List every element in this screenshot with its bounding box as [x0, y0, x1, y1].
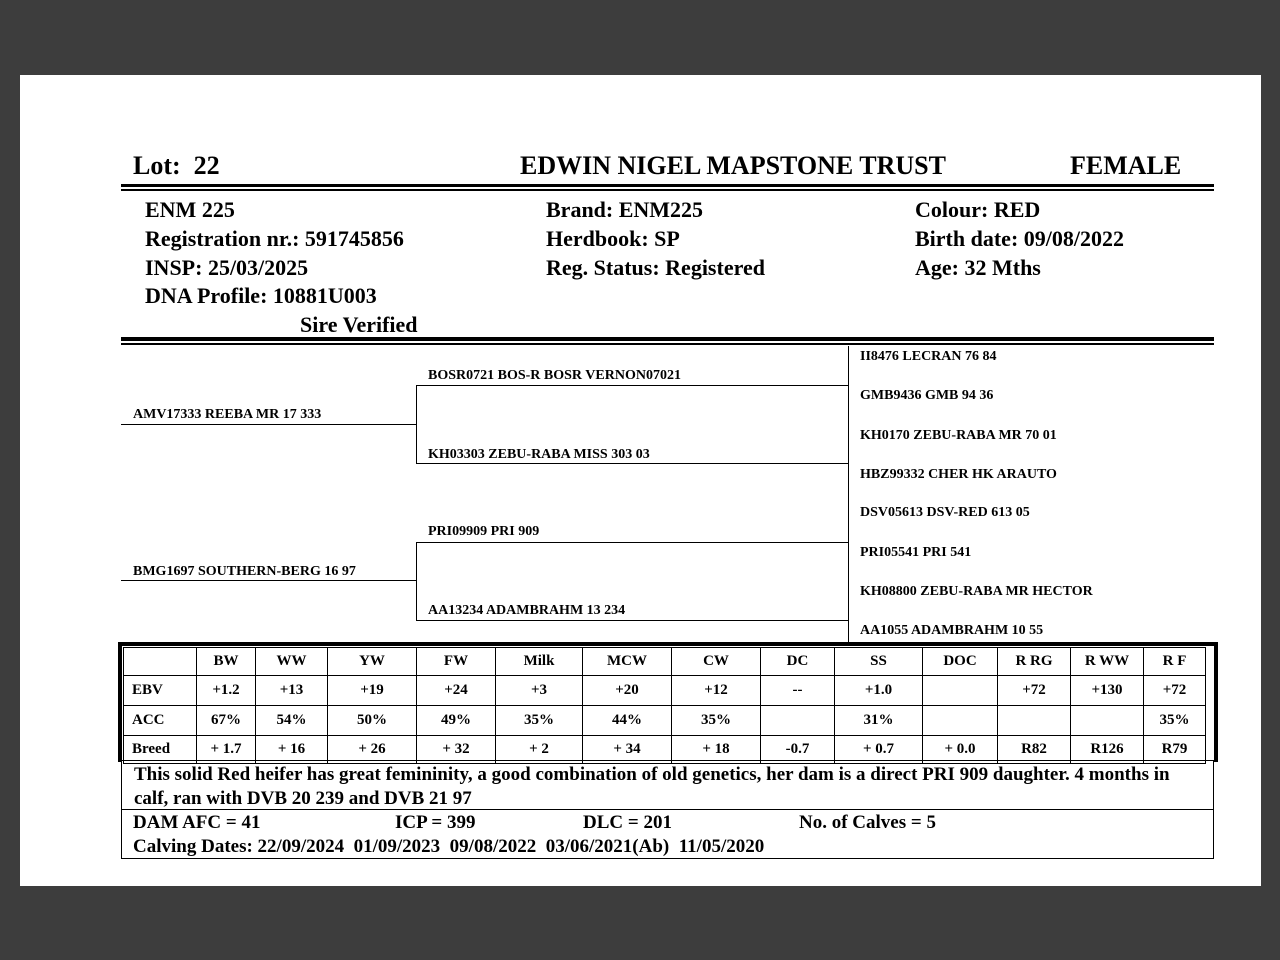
owner-name: EDWIN NIGEL MAPSTONE TRUST — [520, 151, 946, 180]
reg-status: Reg. Status: Registered — [546, 255, 765, 280]
pedigree-line — [121, 424, 417, 425]
pedigree-ggp: GMB9436 GMB 94 36 — [860, 388, 994, 403]
sex-label: FEMALE — [1070, 151, 1182, 180]
pedigree-line — [848, 424, 849, 502]
table-cell: +72 — [998, 676, 1071, 706]
table-cell: + 26 — [328, 736, 417, 764]
table-cell — [923, 676, 998, 706]
pedigree-dam: BMG1697 SOUTHERN-BERG 16 97 — [133, 564, 356, 579]
table-header-cell: DC — [761, 648, 835, 676]
pedigree-line — [416, 542, 417, 620]
comment-text: This solid Red heifer has great femininity, a good combination of old genetics, her dam is a direct PRI 909 daughter. 4 months in calf, ran with DVB 20 239 and DVB 21 97 — [121, 760, 1214, 810]
table-cell: + 34 — [583, 736, 672, 764]
birth-date: Birth date: 09/08/2022 — [915, 226, 1124, 251]
table-cell: R126 — [1071, 736, 1144, 764]
pedigree-line — [848, 580, 849, 642]
table-cell: 67% — [197, 706, 256, 736]
table-header-cell: BW — [197, 648, 256, 676]
table-cell: -0.7 — [761, 736, 835, 764]
pedigree-ggp: HBZ99332 CHER HK ARAUTO — [860, 467, 1057, 482]
pedigree-line — [416, 385, 849, 386]
table-cell: + 1.7 — [197, 736, 256, 764]
table-cell: +1.2 — [197, 676, 256, 706]
table-cell — [1071, 706, 1144, 736]
dlc: DLC = 201 — [583, 812, 672, 833]
table-cell — [998, 706, 1071, 736]
table-cell: R79 — [1144, 736, 1206, 764]
table-cell: + 0.0 — [923, 736, 998, 764]
dam-afc: DAM AFC = 41 — [133, 812, 261, 833]
table-header-cell: R RG — [998, 648, 1071, 676]
table-cell: 54% — [256, 706, 328, 736]
table-cell: +130 — [1071, 676, 1144, 706]
table-cell: +24 — [417, 676, 496, 706]
pedigree-ggp: II8476 LECRAN 76 84 — [860, 349, 997, 364]
pedigree-line — [121, 580, 417, 581]
pedigree-dam-dam: AA13234 ADAMBRAHM 13 234 — [428, 603, 626, 618]
lot-number: 22 — [193, 151, 220, 180]
table-header-cell: SS — [835, 648, 923, 676]
table-cell: + 16 — [256, 736, 328, 764]
pedigree-sire: AMV17333 REEBA MR 17 333 — [133, 407, 322, 422]
table-cell: 49% — [417, 706, 496, 736]
calving-dates: Calving Dates: 22/09/2024 01/09/2023 09/08/2022 03/06/2021(Ab) 11/05/2020 — [133, 836, 765, 857]
table-cell: -- — [761, 676, 835, 706]
brand: Brand: ENM225 — [546, 197, 704, 222]
table-cell: + 2 — [496, 736, 583, 764]
ebv-table — [123, 647, 1206, 764]
herdbook: Herdbook: SP — [546, 226, 680, 251]
pedigree-line — [848, 346, 849, 424]
table-cell: 44% — [583, 706, 672, 736]
table-cell: +13 — [256, 676, 328, 706]
table-cell: + 0.7 — [835, 736, 923, 764]
table-cell: 35% — [1144, 706, 1206, 736]
calves-count: No. of Calves = 5 — [799, 812, 936, 833]
dna-profile: DNA Profile: 10881U003 — [145, 283, 377, 308]
colour: Colour: RED — [915, 197, 1041, 222]
table-cell — [923, 706, 998, 736]
pedigree-line — [416, 463, 849, 464]
table-header-cell: CW — [672, 648, 761, 676]
table-header-cell: WW — [256, 648, 328, 676]
table-header-cell: R F — [1144, 648, 1206, 676]
pedigree-line — [848, 502, 849, 580]
info-rule-2 — [121, 343, 1214, 345]
pedigree-line — [416, 385, 417, 463]
table-cell: +1.0 — [835, 676, 923, 706]
animal-id: ENM 225 — [145, 197, 235, 222]
table-cell: +72 — [1144, 676, 1206, 706]
age: Age: 32 Mths — [915, 255, 1041, 280]
table-header-cell: Milk — [496, 648, 583, 676]
table-cell: + 32 — [417, 736, 496, 764]
lot-label: Lot: 22 — [133, 151, 220, 180]
inspection-date: INSP: 25/03/2025 — [145, 255, 309, 280]
table-cell: 50% — [328, 706, 417, 736]
table-cell: +3 — [496, 676, 583, 706]
table-cell: +19 — [328, 676, 417, 706]
table-cell — [761, 706, 835, 736]
table-header-cell: DOC — [923, 648, 998, 676]
table-cell: 35% — [496, 706, 583, 736]
table-cell: 31% — [835, 706, 923, 736]
icp: ICP = 399 — [395, 812, 476, 833]
table-cell: +12 — [672, 676, 761, 706]
sire-verified: Sire Verified — [300, 312, 418, 337]
pedigree-ggp: PRI05541 PRI 541 — [860, 545, 972, 560]
table-cell: + 18 — [672, 736, 761, 764]
table-row — [124, 706, 1206, 736]
pedigree-line — [416, 620, 849, 621]
registration-number: Registration nr.: 591745856 — [145, 226, 404, 251]
ebv-header-row — [124, 648, 1206, 676]
pedigree-dam-sire: PRI09909 PRI 909 — [428, 524, 540, 539]
table-header-cell: R WW — [1071, 648, 1144, 676]
table-row-label: Breed — [124, 736, 197, 764]
info-rule — [121, 337, 1214, 341]
header-rule-2 — [121, 189, 1214, 191]
table-cell: 35% — [672, 706, 761, 736]
table-header-cell — [124, 648, 197, 676]
pedigree-ggp: KH0170 ZEBU-RABA MR 70 01 — [860, 428, 1057, 443]
pedigree-sire-sire: BOSR0721 BOS-R BOSR VERNON07021 — [428, 368, 681, 383]
table-header-cell: FW — [417, 648, 496, 676]
table-row-label: EBV — [124, 676, 197, 706]
table-row-label: ACC — [124, 706, 197, 736]
pedigree-ggp: DSV05613 DSV-RED 613 05 — [860, 505, 1030, 520]
table-header-cell: YW — [328, 648, 417, 676]
pedigree-line — [416, 542, 849, 543]
table-header-cell: MCW — [583, 648, 672, 676]
table-row — [124, 676, 1206, 706]
table-cell: +20 — [583, 676, 672, 706]
header-rule — [121, 184, 1214, 187]
pedigree-sire-dam: KH03303 ZEBU-RABA MISS 303 03 — [428, 447, 650, 462]
pedigree-ggp: AA1055 ADAMBRAHM 10 55 — [860, 623, 1044, 638]
pedigree-ggp: KH08800 ZEBU-RABA MR HECTOR — [860, 584, 1093, 599]
table-cell: R82 — [998, 736, 1071, 764]
